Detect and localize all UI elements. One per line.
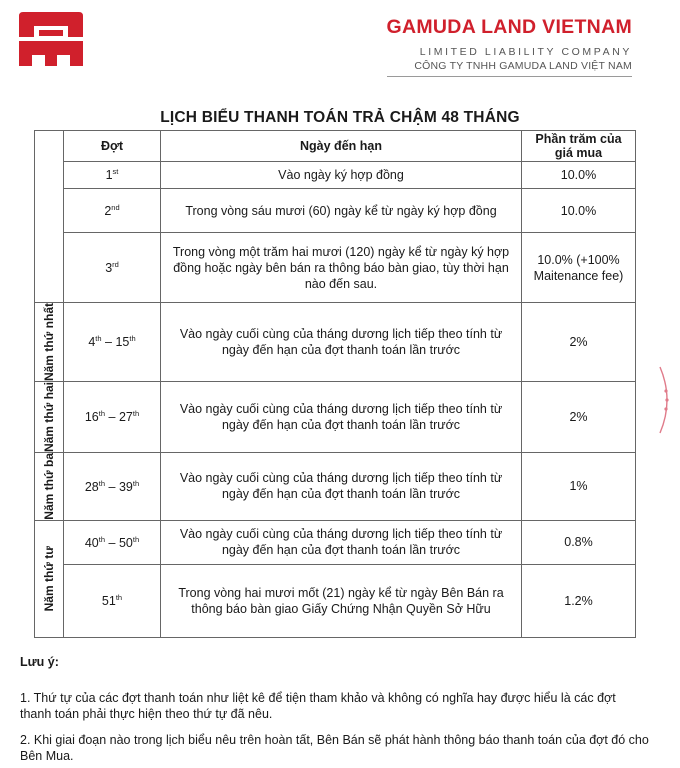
due-date-cell: Vào ngày cuối cùng của tháng dương lịch tiếp theo tính từ ngày đến hạn của đợt thanh toán lần trước xyxy=(161,303,522,382)
table-row xyxy=(35,520,636,564)
payment-schedule-table xyxy=(34,130,636,638)
installment-cell: 28th – 39th xyxy=(64,453,161,521)
installment-cell: 16th – 27th xyxy=(64,382,161,453)
installment-cell: 51th xyxy=(64,564,161,637)
note-item: 1. Thứ tự của các đợt thanh toán như liệt kê để tiện tham khảo và không có nghĩa hay được hiểu là các đợt thanh toán phải thực hiện theo thứ tự đã nêu. xyxy=(20,691,616,721)
notes-section xyxy=(20,654,650,764)
due-date-cell: Vào ngày cuối cùng của tháng dương lịch tiếp theo tính từ ngày đến hạn của đợt thanh toán lần trước xyxy=(161,382,522,453)
percent-cell: 2% xyxy=(522,382,636,453)
company-subtitle-vn: CÔNG TY TNHH GAMUDA LAND VIỆT NAM xyxy=(414,60,632,72)
table-row xyxy=(35,382,636,453)
note-item: 2. Khi giai đoạn nào trong lịch biểu nêu trên hoàn tất, Bên Bán sẽ phát hành thông báo thanh toán của đợt đó cho Bên Mua. xyxy=(20,733,649,763)
stamp-mark xyxy=(658,365,676,435)
table-header-row xyxy=(35,131,636,162)
gamuda-logo xyxy=(17,10,85,68)
due-date-cell: Vào ngày ký hợp đồng xyxy=(161,162,522,189)
due-date-cell: Trong vòng hai mươi mốt (21) ngày kể từ ngày Bên Bán ra thông báo bàn giao Giấy Chứng Nhận Quyền Sở Hữu xyxy=(161,564,522,637)
table-row xyxy=(35,453,636,521)
group-year-3: Năm thứ ba xyxy=(35,453,64,521)
notes-heading: Lưu ý: xyxy=(20,655,59,669)
percent-cell: 10.0% xyxy=(522,162,636,189)
percent-cell: 2% xyxy=(522,303,636,382)
installment-cell: 2nd xyxy=(64,189,161,233)
header-due-date: Ngày đến hạn xyxy=(161,131,522,162)
due-date-cell: Trong vòng một trăm hai mươi (120) ngày kể từ ngày ký hợp đồng hoặc ngày bên bán ra thông báo bàn giao, tùy thời hạn nào đến sau. xyxy=(161,233,522,303)
table-row xyxy=(35,564,636,637)
installment-cell: 40th – 50th xyxy=(64,520,161,564)
company-name: GAMUDA LAND VIETNAM xyxy=(386,16,632,38)
installment-cell: 1st xyxy=(64,162,161,189)
group-year-1: Năm thứ nhất xyxy=(35,303,64,382)
table-row xyxy=(35,303,636,382)
percent-cell: 0.8% xyxy=(522,520,636,564)
table-row xyxy=(35,233,636,303)
percent-cell: 1% xyxy=(522,453,636,521)
header-percent: Phần trăm của giá mua xyxy=(522,131,636,162)
table-row xyxy=(35,189,636,233)
percent-cell: 10.0% xyxy=(522,189,636,233)
due-date-cell: Vào ngày cuối cùng của tháng dương lịch tiếp theo tính từ ngày đến hạn của đợt thanh toán lần trước xyxy=(161,520,522,564)
percent-cell: 10.0% (+100% Maitenance fee) xyxy=(522,233,636,303)
group-year-4: Năm thứ tư xyxy=(35,520,64,637)
company-header xyxy=(387,16,632,77)
installment-cell: 3rd xyxy=(64,233,161,303)
percent-cell: 1.2% xyxy=(522,564,636,637)
group-year-2: Năm thứ hai xyxy=(35,382,64,453)
table-row xyxy=(35,162,636,189)
due-date-cell: Trong vòng sáu mươi (60) ngày kể từ ngày ký hợp đồng xyxy=(161,189,522,233)
document-title: LỊCH BIỂU THANH TOÁN TRẢ CHẬM 48 THÁNG xyxy=(160,109,520,126)
header-rule xyxy=(387,76,632,77)
installment-cell: 4th – 15th xyxy=(64,303,161,382)
due-date-cell: Vào ngày cuối cùng của tháng dương lịch tiếp theo tính từ ngày đến hạn của đợt thanh toán lần trước xyxy=(161,453,522,521)
company-subtitle: LIMITED LIABILITY COMPANY xyxy=(419,46,632,58)
stub-empty xyxy=(35,131,64,303)
header-installment: Đợt xyxy=(64,131,161,162)
